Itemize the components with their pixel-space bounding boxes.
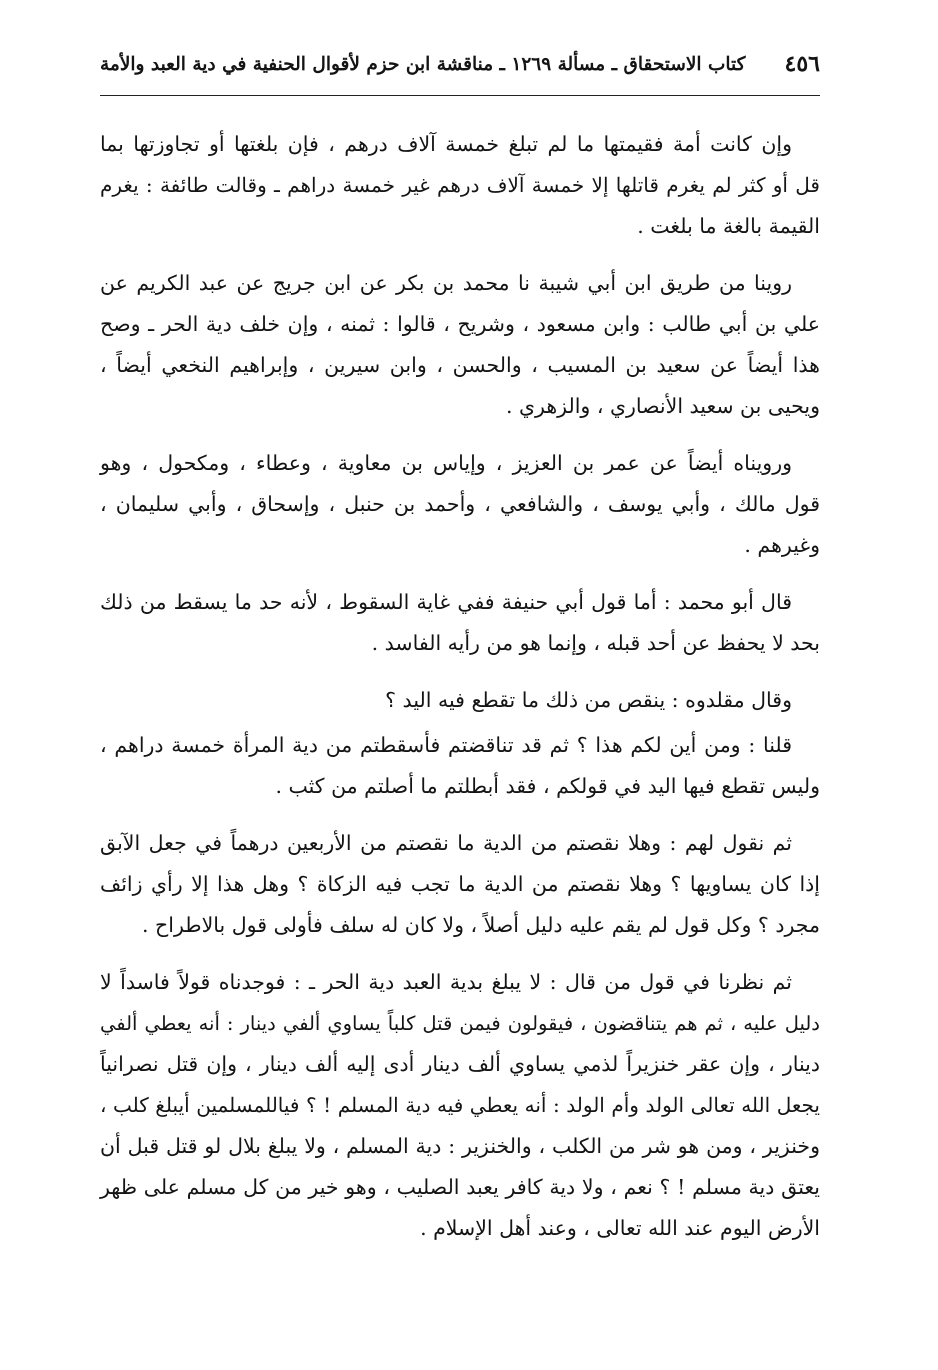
text-line: مجرد ؟ وكل قول لم يقم عليه دليل أصلاً ، ولا كان له سلف فأولى قول بالاطراح . — [142, 913, 820, 937]
text-line: ثم نقول لهم : وهلا نقصتم من الدية ما نقصتم من الأربعين درهماً في جعل الآبق — [100, 831, 792, 855]
page-number: ٤٥٦ — [784, 51, 820, 77]
text-line: قال أبو محمد : أما قول أبي حنيفة ففي غاية السقوط ، لأنه حد ما يسقط من ذلك — [100, 590, 792, 614]
paragraph — [100, 962, 820, 1249]
paragraph — [100, 582, 820, 664]
text-line: وغيرهم . — [744, 533, 820, 557]
page-body — [100, 124, 820, 1265]
text-line: هذا أيضاً عن سعيد بن المسيب ، والحسن ، وابن سيرين ، وإبراهيم النخعي أيضاً ، — [100, 353, 820, 377]
text-line: يجعل الله تعالى الولد وأم الولد : أنه يعطي فيه دية المسلم ! ؟ فياللمسلمين أيبلغ كلب ، — [100, 1093, 820, 1117]
text-line: قل أو كثر لم يغرم قاتلها إلا خمسة آلاف درهم غير خمسة دراهم ـ وقالت طائفة : يغرم — [100, 173, 820, 197]
text-line: ويحيى بن سعيد الأنصاري ، والزهري . — [505, 394, 820, 418]
paragraph — [100, 823, 820, 946]
text-line: ثم نظرنا في قول من قال : لا يبلغ بدية العبد دية الحر ـ : فوجدناه قولاً فاسداً لا — [100, 970, 792, 994]
text-line: وإن كانت أمة فقيمتها ما لم تبلغ خمسة آلاف درهم ، فإن بلغتها أو تجاوزتها بما — [100, 132, 792, 156]
text-line: قلنا : ومن أين لكم هذا ؟ ثم قد تناقضتم فأسقطتم من دية المرأة خمسة دراهم ، — [100, 733, 792, 757]
paragraph — [100, 263, 820, 427]
text-line: علي بن أبي طالب : وابن مسعود ، وشريح ، قالوا : ثمنه ، وإن خلف دية الحر ـ وصح — [100, 312, 820, 336]
paragraph — [100, 725, 820, 807]
text-line: ورويناه أيضاً عن عمر بن العزيز ، وإياس بن معاوية ، وعطاء ، ومكحول ، وهو — [100, 451, 792, 475]
text-line: دينار ، وإن عقر خنزيراً لذمي يساوي ألف دينار أدى إليه ألف دينار ، وإن قتل نصرانياً — [100, 1052, 820, 1076]
text-line: قول مالك ، وأبي يوسف ، والشافعي ، وأحمد بن حنبل ، وإسحاق ، وأبي سليمان ، — [100, 492, 820, 516]
text-line: دليل عليه ، ثم هم يتناقضون ، فيقولون فيمن قتل كلباً يساوي ألفي دينار : أنه يعطي ألفي — [100, 1012, 820, 1035]
text-line: بحد لا يحفظ عن أحد قبله ، وإنما هو من رأيه الفاسد . — [371, 631, 820, 655]
text-line: روينا من طريق ابن أبي شيبة نا محمد بن بكر عن ابن جريج عن عبد الكريم عن — [100, 271, 792, 295]
text-line: القيمة بالغة ما بلغت . — [637, 214, 820, 238]
paragraph — [100, 124, 820, 247]
text-line: وليس تقطع فيها اليد في قولكم ، فقد أبطلتم ما أصلتم من كثب . — [275, 774, 820, 798]
text-line: إذا كان يساويها ؟ وهلا نقصتم من الدية ما تجب فيه الزكاة ؟ وهل هذا إلا رأي زائف — [100, 872, 820, 896]
text-line: يعتق دية مسلم ! ؟ نعم ، ولا دية كافر يعبد الصليب ، وهو خير من كل مسلم على ظهر — [100, 1175, 820, 1199]
paragraph — [100, 680, 820, 721]
text-line: وقال مقلدوه : ينقص من ذلك ما تقطع فيه اليد ؟ — [385, 688, 792, 712]
text-line: وخنزير ، ومن هو شر من الكلب ، والخنزير : دية المسلم ، ولا يبلغ بلال لو قتل قبل أن — [100, 1134, 820, 1158]
text-line: الأرض اليوم عند الله تعالى ، وعند أهل الإسلام . — [420, 1216, 820, 1240]
header-divider — [100, 95, 820, 96]
paragraph — [100, 443, 820, 566]
running-title: كتاب الاستحقاق ـ مسألة ١٢٦٩ ـ مناقشة ابن حزم لأقوال الحنفية في دية العبد والأمة — [100, 53, 746, 75]
page-header — [100, 44, 820, 84]
